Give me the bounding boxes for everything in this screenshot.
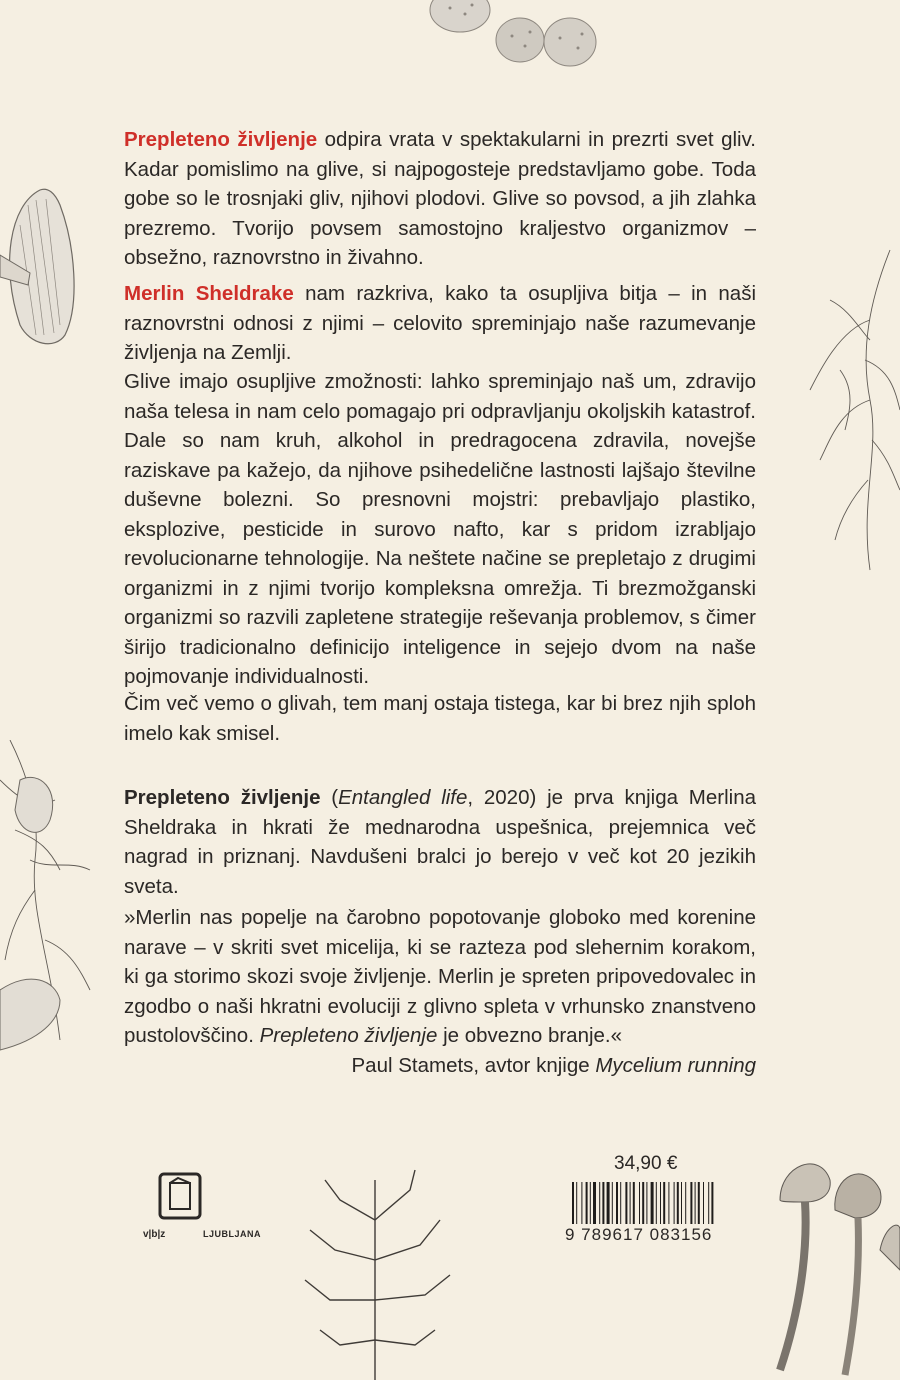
book-title-highlight: Prepleteno življenje xyxy=(124,128,318,151)
quote-attribution xyxy=(124,1051,756,1081)
closing-paragraph xyxy=(124,689,756,748)
book-info-text: , 2020) je prva knjiga Merlina Sheldraka in hkrati že mednarodna uspešnica, prejemnica več nagrad in priznanj. Navdušeni bralci jo berejo v več kot 20 jezikih sveta. xyxy=(124,786,757,898)
body-text: Glive imajo osupljive zmožnosti: lahko spreminjajo naš um, zdravijo naša telesa in nam celo pomagajo pri odpravljanju okoljskih katastrof. Dale so nam kruh, alkohol in predragocena zdravila, novejše raziskave pa kažejo, da njihove psihedelične lastnosti lajšajo številne duševne bolezni. So presnovni mojstri: prebavljajo plastiko, eksplozive, pesticide in surovo nafto, kar s pridom izrabljajo revolucionarne tehnologije. Na neštete načine se prepletajo z drugimi organizmi in z njimi tvorijo kompleksna omrežja. Ti brezmožganski organizmi so razvili zapletene strategije reševanja problemov, s čimer širijo tradicionalno definicijo inteligence in sejejo dvom na naše pojmovanje individualnosti. xyxy=(124,370,756,688)
publisher-mark: v|b|z xyxy=(143,1229,166,1240)
closing-text: Čim več vemo o glivah, tem manj ostaja tistega, kar bi brez njih sploh imelo kak smisel. xyxy=(124,692,756,745)
quote-text-end: je obvezno branje.« xyxy=(437,1024,623,1047)
barcode-icon xyxy=(572,1182,754,1224)
attribution-book: Mycelium running xyxy=(595,1053,756,1077)
body-paragraph xyxy=(124,367,756,692)
mushroom-cap-illustration xyxy=(0,185,110,355)
mycelium-roots-right-illustration xyxy=(800,240,900,600)
seaweed-fungus-illustration xyxy=(295,1160,455,1380)
book-info-title: Prepleteno življenje xyxy=(124,786,321,809)
publisher-logo-icon xyxy=(158,1172,202,1220)
quote-book-title: Prepleteno življenje xyxy=(259,1024,438,1047)
mycelium-mushroom-left-illustration xyxy=(0,740,120,1060)
book-info-paragraph xyxy=(124,783,756,901)
intro-paragraph xyxy=(124,125,756,273)
isbn-number: 9 789617 083156 xyxy=(565,1225,713,1244)
original-title: Entangled life xyxy=(338,786,468,809)
attribution-text: Paul Stamets, avtor knjige xyxy=(351,1053,596,1077)
author-paragraph xyxy=(124,279,756,368)
small-mushrooms-illustration xyxy=(760,1140,900,1380)
publisher-city: LJUBLJANA xyxy=(203,1229,262,1239)
book-info-paren: ( xyxy=(320,786,339,809)
quote-block xyxy=(124,903,756,1080)
price-label: 34,90 € xyxy=(614,1153,678,1174)
author-text: nam razkriva, kako ta osupljiva bitja – in naši raznovrstni odnosi z njimi – celovito spreminjajo naše razumevanje življenja na Zemlji. xyxy=(124,282,757,364)
spore-balls-illustration xyxy=(420,0,610,70)
author-name-highlight: Merlin Sheldrake xyxy=(124,282,294,305)
intro-text: odpira vrata v spektakularni in prezrti svet gliv. Kadar pomislimo na glive, si najpogosteje predstavljamo gobe. Toda gobe so le trosnjaki gliv, njihovi plodovi. Glive so povsod, a jih zlahka prezremo. Tvorijo povsem samostojno kraljestvo organizmov – obsežno, raznovrstno in živahno. xyxy=(124,128,757,269)
quote-text-start: »Merlin nas popelje na čarobno popotovanje globoko med korenine narave – v skriti svet micelija, ki se razteza pod slehernim korakom, ki ga storimo skozi svoje življenje. Merlin je spreten pripovedovalec in zgodbo o naši hkratni evoluciji z glivno spleta v vrhunsko znanstveno pustolovščino. xyxy=(124,906,756,1047)
